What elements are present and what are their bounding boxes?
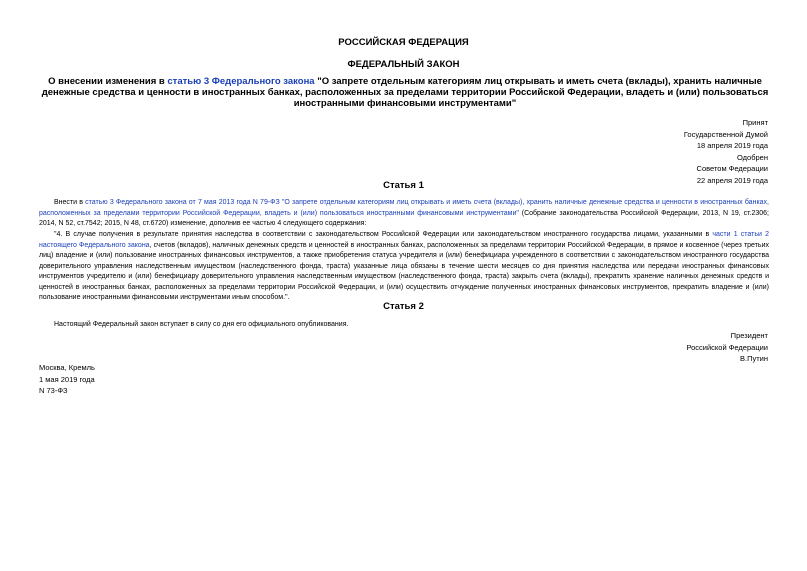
article-1-heading: Статья 1 <box>383 180 424 191</box>
adoption-line: Советом Федерации <box>696 164 768 173</box>
place-date-block <box>39 362 95 397</box>
signature-line: Президент <box>730 331 768 340</box>
adoption-line: Принят <box>742 118 768 127</box>
title-link[interactable]: статью 3 Федерального закона <box>167 76 315 87</box>
paragraph-text: , счетов (вкладов), наличных денежных средств и ценностей в иностранных банках, расположенных за пределами территории Российской Федерации, в прямое и косвенное (через третьих лиц) владение и (или) пользование иностранных финансовых инструментов, а также приобретения статуса учредителя и (или) бенефициара учрежденного в соответствии с законодательством иностранного государства доверительного управления наследственным имуществом (наследственного фонда, траста) указанные лица обязаны в течение шести месяцев со дня принятия наследства или передачи иностранных финансовых инструментов учредителю и (или) бенефициару доверительного управления наследственным имуществом (наследственного фонда, траста) закрыть счета (вклады), прекратить хранение наличных денежных средств и ценностей в иностранных банках, расположенных за пределами территории Российской Федерации, и (или) осуществить отчуждение полученных иностранных финансовых инструментов, прекратить владение и (или) пользование иностранными финансовыми инструментами иным способом.". <box>39 241 769 301</box>
title-prefix: О внесении изменения в <box>48 76 168 87</box>
law-number-line: N 73-ФЗ <box>39 386 68 395</box>
adoption-line: 22 апреля 2019 года <box>696 175 768 185</box>
law-title <box>40 76 770 109</box>
date-line: 1 мая 2019 года <box>39 374 95 384</box>
article-1-paragraph-2 <box>39 230 769 304</box>
paragraph-text: Внести в <box>54 199 86 206</box>
adoption-line: 18 апреля 2019 года <box>696 141 768 150</box>
adoption-block <box>684 117 768 186</box>
adoption-line: Государственной Думой <box>683 129 768 139</box>
paragraph-text: "4. В случае получения в результате принятия наследства в соответствии с законодательством Российской Федерации или законодательством иностранного государства лицами, указанными в <box>54 231 713 238</box>
place-line: Москва, Кремль <box>39 363 95 372</box>
law-reference-link[interactable]: статью 3 Федерального закона от 7 мая 2013 года N 79-ФЗ "О запрете отдельным категориям лиц открывать и иметь счета (вклады), хранить наличные денежные средства и ценности в иностранных банках, расположенных за пределами территории Российской Федерации, владеть и (или) пользоваться иностранными финансовыми инструментами" <box>39 199 769 217</box>
paragraph-text: (Собрание законодательства Российской Федерации, 2013, N 19, ст.2306; 2014, N 52, ст.7542; 2015, N 48, ст.6720) изменение, дополнив ее частью 4 следующего содержания: <box>39 209 769 227</box>
adoption-line: Одобрен <box>737 152 768 162</box>
article-2-heading: Статья 2 <box>383 301 424 312</box>
country-heading: РОССИЙСКАЯ ФЕДЕРАЦИЯ <box>338 37 469 48</box>
part-reference-link[interactable]: части 1 статьи 2 настоящего Федерального закона <box>39 231 769 249</box>
signature-block <box>686 330 768 365</box>
article-1-paragraph-1 <box>39 198 769 230</box>
signature-line: Российской Федерации <box>686 342 768 352</box>
article-2-paragraph: Настоящий Федеральный закон вступает в силу со дня его официального опубликования. <box>54 321 349 328</box>
title-rest: "О запрете отдельным категориям лиц открывать и иметь счета (вклады), хранить наличные денежные средства и ценности в иностранных банках, расположенных за пределами территории Российской Федерации, владеть и (или) пользоваться иностранными финансовыми инструментами" <box>41 76 769 109</box>
signature-line: В.Путин <box>740 354 768 363</box>
law-type-heading: ФЕДЕРАЛЬНЫЙ ЗАКОН <box>347 59 460 70</box>
